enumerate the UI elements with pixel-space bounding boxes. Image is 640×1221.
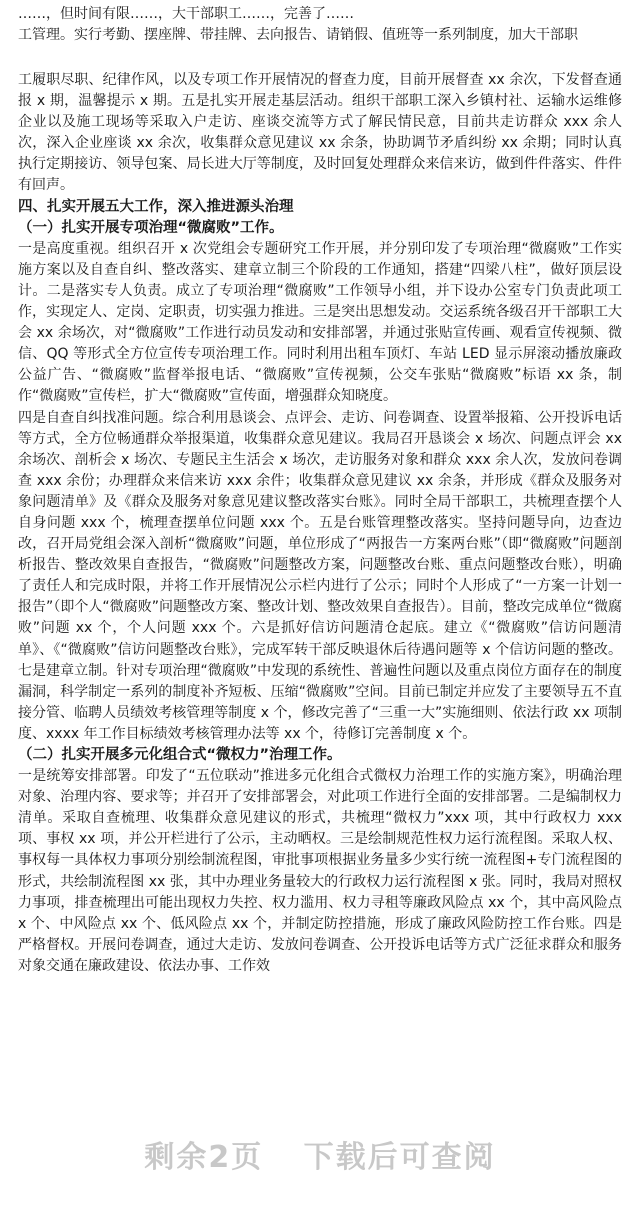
subsection-heading: （二）扎实开展多元化组合式“微权力”治理工作。	[18, 747, 342, 763]
fragment-line: ……，但时间有限……，大干部职工……，完善了……	[18, 5, 354, 22]
remaining-pages-label: 剩余2页	[144, 1140, 264, 1175]
section-heading: 四、扎实开展五大工作，深入推进源头治理	[18, 198, 294, 215]
paragraph: 工履职尽职、纪律作风，以及专项工作开展情况的督查力度，目前开展督查 xx 余次，下发督查通报 x 期，温馨提示 x 期。五是扎实开展走基层活动。组织干部职工深入乡镇村社、运输水运维修企业以及施工现场等采取入户走访、座谈交流等方式了解民情民意，目前共走访群众 xxx 余人次，深入企业座谈 xx 余次，收集群众意见建议 xx 余条，协助调节矛盾纠纷 xx 余期；同时认真执行定期接访、领导包案、局长进大厅等制度，及时回复处理群众来信来访，做到件件落实、件件有回声。	[18, 72, 622, 194]
paragraph: 一是高度重视。组织召开 x 次党组会专题研究工作开展，并分别印发了专项治理“微腐败”工作实施方案以及自查自纠、整改落实、建章立制三个阶段的工作通知，搭建“四梁八柱”，做好顶层设计。二是落实专人负责。成立了专项治理“微腐败”工作领导小组，并下设办公室专门负责此项工作，实现定人、定岗、定职责，切实强力推进。三是突出思想发动。交运系统各级召开干部职工大会 xx 余场次，对“微腐败”工作进行动员发动和安排部署，并通过张贴宣传画、观看宣传视频、微信、QQ 等形式全方位宣传专项治理工作。同时利用出租车顶灯、车站 LED 显示屏滚动播放廉政公益广告、“微腐败”监督举报电话、“微腐败”宣传视频，公交车张贴“微腐败”标语 xx 条，制作“微腐败”宣传栏，扩大“微腐败”宣传面，增强群众知晓度。	[18, 240, 622, 405]
document-body	[18, 70, 622, 977]
download-prompt[interactable]	[0, 1136, 640, 1180]
document-page	[0, 68, 640, 1130]
previous-page-fragment	[0, 0, 640, 46]
paragraph: 一是统筹安排部署。印发了“五位联动”推进多元化组合式微权力治理工作的实施方案》，明确治理对象、治理内容、要求等；并召开了安排部署会，对此项工作进行全面的安排部署。二是编制权力清单。采取自查梳理、收集群众意见建议的形式，共梳理“微权力”xxx 项，其中行政权力 xxx 项、事权 xx 项，并公开栏进行了公示，主动晒权。三是绘制规范性权力运行流程图。采取人权、事权每一具体权力事项分别绘制流程图，审批事项根据业务量多少实行统一流程图+专门流程图的形式，共绘制流程图 xx 张，其中办理业务量较大的行政权力运行流程图 x 张。同时，我局对照权力事项，排查梳理出可能出现权力失控、权力滥用、权力寻租等廉政风险点 xx 个，其中高风险点 x 个、中风险点 xx 个、低风险点 xx 个，并制定防控措施，形成了廉政风险防控工作台账。四是严格督权。开展问卷调查，通过大走访、发放问卷调查、公开投诉电话等方式广泛征求群众和服务对象交通在廉政建设、依法办事、工作效	[18, 768, 622, 974]
fragment-line: 工管理。实行考勤、摆座牌、带挂牌、去向报告、请销假、值班等一系列制度，加大干部职	[18, 26, 578, 43]
download-to-view-label: 下载后可查阅	[303, 1140, 496, 1175]
paragraph: 四是自查自纠找准问题。综合利用恳谈会、点评会、走访、问卷调查、设置举报箱、公开投诉电话等方式，全方位畅通群众举报渠道，收集群众意见建议。我局召开恳谈会 x 场次、问题点评会 xx 余场次、剖析会 x 场次、专题民主生活会 x 场次，走访服务对象和群众 xxx 余人次，发放问卷调查 xxx 余份；办理群众来信来访 xxx 余件；收集群众意见建议 xx 余条，并形成《群众及服务对象问题清单》及《群众及服务对象意见建议整改落实台账》。同时全局干部职工，共梳理查摆个人自身问题 xxx 个，梳理查摆单位问题 xxx 个。五是台账管理整改落实。坚持问题导向，边查边改，召开局党组会深入剖析“微腐败”问题，单位形成了“两报告一方案两台账”（即“微腐败”问题剖析报告、整改效果自查报告，“微腐败”问题整改方案，问题整改台账、重点问题整改台账），明确了责任人和完成时限，并将工作开展情况公示栏内进行了公示；同时个人形成了“一方案一计划一报告”（即个人“微腐败”问题整改方案、整改计划、整改效果自查报告）。目前，整改完成单位“微腐败”问题 xx 个，个人问题 xxx 个。六是抓好信访问题清仓起底。建立《“微腐败”信访问题清单》、《“微腐败”信访问题整改台账》，完成军转干部反映退休后待遇问题等 x 个信访问题的整改。七是建章立制。针对专项治理“微腐败”中发现的系统性、普遍性问题以及重点岗位方面存在的制度漏洞，科学制定一系列的制度补齐短板、压缩“微腐败”空间。目前已制定并应发了主要领导五不直接分管、临聘人员绩效考核管理等制度 x 个，修改完善了“三重一大”实施细则、依法行政 xx 项制度、xxxx 年工作目标绩效考核管理办法等 xx 个，待修订完善制度 x 个。	[18, 409, 622, 742]
subsection-heading: （一）扎实开展专项治理“微腐败”工作。	[18, 219, 284, 236]
